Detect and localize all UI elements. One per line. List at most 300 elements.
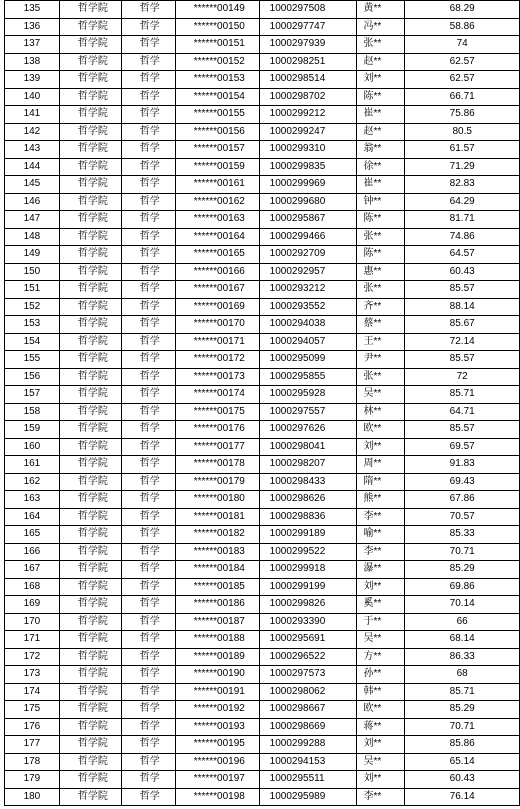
student-id-cell: ******00198 bbox=[175, 788, 259, 806]
table-row bbox=[5, 613, 520, 631]
student-id-cell: ******00176 bbox=[175, 421, 259, 439]
major-cell: 哲学 bbox=[121, 211, 175, 229]
major-cell: 哲学 bbox=[121, 456, 175, 474]
registration-number-cell: 1000296522 bbox=[259, 648, 357, 666]
registration-number-cell: 1000299189 bbox=[259, 526, 357, 544]
table-row bbox=[5, 281, 520, 299]
score-cell: 85.57 bbox=[405, 351, 520, 369]
major-cell: 哲学 bbox=[121, 333, 175, 351]
table-row bbox=[5, 71, 520, 89]
name-cell: 蒋** bbox=[357, 718, 405, 736]
major-cell: 哲学 bbox=[121, 316, 175, 334]
registration-number-cell: 1000298251 bbox=[259, 53, 357, 71]
rank-cell: 170 bbox=[5, 613, 60, 631]
rank-cell: 152 bbox=[5, 298, 60, 316]
name-cell: 李** bbox=[357, 508, 405, 526]
registration-number-cell: 1000299969 bbox=[259, 176, 357, 194]
major-cell: 哲学 bbox=[121, 578, 175, 596]
score-cell: 62.57 bbox=[405, 71, 520, 89]
student-id-cell: ******00175 bbox=[175, 403, 259, 421]
registration-number-cell: 1000299522 bbox=[259, 543, 357, 561]
student-id-cell: ******00170 bbox=[175, 316, 259, 334]
name-cell: 陈** bbox=[357, 211, 405, 229]
score-cell: 64.29 bbox=[405, 193, 520, 211]
student-id-cell: ******00153 bbox=[175, 71, 259, 89]
major-cell: 哲学 bbox=[121, 473, 175, 491]
table-row bbox=[5, 543, 520, 561]
score-cell: 66 bbox=[405, 613, 520, 631]
rank-cell: 144 bbox=[5, 158, 60, 176]
rank-cell: 137 bbox=[5, 36, 60, 54]
registration-number-cell: 1000298062 bbox=[259, 683, 357, 701]
table-row bbox=[5, 351, 520, 369]
name-cell: 奚** bbox=[357, 596, 405, 614]
score-cell: 70.71 bbox=[405, 718, 520, 736]
college-cell: 哲学院 bbox=[59, 123, 121, 141]
student-id-cell: ******00165 bbox=[175, 246, 259, 264]
rank-cell: 153 bbox=[5, 316, 60, 334]
name-cell: 赵** bbox=[357, 123, 405, 141]
college-cell: 哲学院 bbox=[59, 176, 121, 194]
table-row bbox=[5, 53, 520, 71]
table-row bbox=[5, 736, 520, 754]
rank-cell: 145 bbox=[5, 176, 60, 194]
college-cell: 哲学院 bbox=[59, 718, 121, 736]
rank-cell: 178 bbox=[5, 753, 60, 771]
major-cell: 哲学 bbox=[121, 298, 175, 316]
rank-cell: 162 bbox=[5, 473, 60, 491]
table-row bbox=[5, 421, 520, 439]
table-row bbox=[5, 246, 520, 264]
name-cell: 张** bbox=[357, 281, 405, 299]
student-id-cell: ******00151 bbox=[175, 36, 259, 54]
registration-number-cell: 1000298207 bbox=[259, 456, 357, 474]
college-cell: 哲学院 bbox=[59, 473, 121, 491]
major-cell: 哲学 bbox=[121, 176, 175, 194]
name-cell: 冯** bbox=[357, 18, 405, 36]
student-id-cell: ******00185 bbox=[175, 578, 259, 596]
college-cell: 哲学院 bbox=[59, 421, 121, 439]
table-row bbox=[5, 18, 520, 36]
major-cell: 哲学 bbox=[121, 88, 175, 106]
college-cell: 哲学院 bbox=[59, 683, 121, 701]
score-table bbox=[4, 0, 520, 806]
score-cell: 70.71 bbox=[405, 543, 520, 561]
major-cell: 哲学 bbox=[121, 36, 175, 54]
college-cell: 哲学院 bbox=[59, 1, 121, 19]
registration-number-cell: 1000295511 bbox=[259, 771, 357, 789]
name-cell: 熊** bbox=[357, 491, 405, 509]
rank-cell: 139 bbox=[5, 71, 60, 89]
score-cell: 71.29 bbox=[405, 158, 520, 176]
student-id-cell: ******00190 bbox=[175, 666, 259, 684]
major-cell: 哲学 bbox=[121, 386, 175, 404]
major-cell: 哲学 bbox=[121, 438, 175, 456]
table-row bbox=[5, 263, 520, 281]
major-cell: 哲学 bbox=[121, 421, 175, 439]
major-cell: 哲学 bbox=[121, 246, 175, 264]
college-cell: 哲学院 bbox=[59, 263, 121, 281]
registration-number-cell: 1000293390 bbox=[259, 613, 357, 631]
rank-cell: 164 bbox=[5, 508, 60, 526]
score-cell: 72 bbox=[405, 368, 520, 386]
name-cell: 瀑** bbox=[357, 561, 405, 579]
rank-cell: 149 bbox=[5, 246, 60, 264]
score-cell: 69.57 bbox=[405, 438, 520, 456]
name-cell: 张** bbox=[357, 368, 405, 386]
rank-cell: 141 bbox=[5, 106, 60, 124]
college-cell: 哲学院 bbox=[59, 648, 121, 666]
name-cell: 徐** bbox=[357, 158, 405, 176]
registration-number-cell: 1000298514 bbox=[259, 71, 357, 89]
major-cell: 哲学 bbox=[121, 281, 175, 299]
rank-cell: 155 bbox=[5, 351, 60, 369]
student-id-cell: ******00162 bbox=[175, 193, 259, 211]
rank-cell: 148 bbox=[5, 228, 60, 246]
college-cell: 哲学院 bbox=[59, 281, 121, 299]
name-cell: 欧** bbox=[357, 701, 405, 719]
major-cell: 哲学 bbox=[121, 753, 175, 771]
rank-cell: 173 bbox=[5, 666, 60, 684]
student-id-cell: ******00181 bbox=[175, 508, 259, 526]
table-row bbox=[5, 561, 520, 579]
college-cell: 哲学院 bbox=[59, 491, 121, 509]
table-row bbox=[5, 368, 520, 386]
table-row bbox=[5, 771, 520, 789]
major-cell: 哲学 bbox=[121, 788, 175, 806]
score-cell: 68.29 bbox=[405, 1, 520, 19]
score-cell: 85.86 bbox=[405, 736, 520, 754]
table-row bbox=[5, 718, 520, 736]
table-row bbox=[5, 456, 520, 474]
registration-number-cell: 1000295099 bbox=[259, 351, 357, 369]
rank-cell: 171 bbox=[5, 631, 60, 649]
score-cell: 74.86 bbox=[405, 228, 520, 246]
table-row bbox=[5, 123, 520, 141]
student-id-cell: ******00164 bbox=[175, 228, 259, 246]
major-cell: 哲学 bbox=[121, 491, 175, 509]
college-cell: 哲学院 bbox=[59, 36, 121, 54]
rank-cell: 156 bbox=[5, 368, 60, 386]
score-cell: 72.14 bbox=[405, 333, 520, 351]
college-cell: 哲学院 bbox=[59, 631, 121, 649]
college-cell: 哲学院 bbox=[59, 141, 121, 159]
rank-cell: 176 bbox=[5, 718, 60, 736]
table-row bbox=[5, 473, 520, 491]
college-cell: 哲学院 bbox=[59, 158, 121, 176]
name-cell: 刘** bbox=[357, 71, 405, 89]
name-cell: 韩** bbox=[357, 683, 405, 701]
college-cell: 哲学院 bbox=[59, 246, 121, 264]
rank-cell: 174 bbox=[5, 683, 60, 701]
college-cell: 哲学院 bbox=[59, 228, 121, 246]
registration-number-cell: 1000298669 bbox=[259, 718, 357, 736]
college-cell: 哲学院 bbox=[59, 456, 121, 474]
score-cell: 65.14 bbox=[405, 753, 520, 771]
major-cell: 哲学 bbox=[121, 683, 175, 701]
score-cell: 76.14 bbox=[405, 788, 520, 806]
name-cell: 惠** bbox=[357, 263, 405, 281]
name-cell: 钟** bbox=[357, 193, 405, 211]
score-cell: 85.71 bbox=[405, 683, 520, 701]
student-id-cell: ******00149 bbox=[175, 1, 259, 19]
registration-number-cell: 1000297747 bbox=[259, 18, 357, 36]
score-cell: 74 bbox=[405, 36, 520, 54]
name-cell: 方** bbox=[357, 648, 405, 666]
registration-number-cell: 1000299310 bbox=[259, 141, 357, 159]
name-cell: 刘** bbox=[357, 438, 405, 456]
student-id-cell: ******00182 bbox=[175, 526, 259, 544]
name-cell: 陈** bbox=[357, 246, 405, 264]
score-cell: 91.83 bbox=[405, 456, 520, 474]
rank-cell: 140 bbox=[5, 88, 60, 106]
major-cell: 哲学 bbox=[121, 106, 175, 124]
name-cell: 李** bbox=[357, 543, 405, 561]
registration-number-cell: 1000298836 bbox=[259, 508, 357, 526]
rank-cell: 167 bbox=[5, 561, 60, 579]
major-cell: 哲学 bbox=[121, 228, 175, 246]
registration-number-cell: 1000295855 bbox=[259, 368, 357, 386]
table-row bbox=[5, 701, 520, 719]
name-cell: 王** bbox=[357, 333, 405, 351]
major-cell: 哲学 bbox=[121, 631, 175, 649]
score-cell: 85.71 bbox=[405, 386, 520, 404]
name-cell: 喻** bbox=[357, 526, 405, 544]
student-id-cell: ******00154 bbox=[175, 88, 259, 106]
rank-cell: 136 bbox=[5, 18, 60, 36]
score-cell: 69.86 bbox=[405, 578, 520, 596]
score-cell: 82.83 bbox=[405, 176, 520, 194]
rank-cell: 177 bbox=[5, 736, 60, 754]
table-row bbox=[5, 298, 520, 316]
name-cell: 欧** bbox=[357, 421, 405, 439]
score-cell: 75.86 bbox=[405, 106, 520, 124]
table-row bbox=[5, 403, 520, 421]
rank-cell: 158 bbox=[5, 403, 60, 421]
score-cell: 86.33 bbox=[405, 648, 520, 666]
score-cell: 81.71 bbox=[405, 211, 520, 229]
name-cell: 林** bbox=[357, 403, 405, 421]
registration-number-cell: 1000295691 bbox=[259, 631, 357, 649]
college-cell: 哲学院 bbox=[59, 368, 121, 386]
rank-cell: 138 bbox=[5, 53, 60, 71]
table-body bbox=[5, 1, 520, 806]
name-cell: 翁** bbox=[357, 141, 405, 159]
college-cell: 哲学院 bbox=[59, 771, 121, 789]
table-row bbox=[5, 211, 520, 229]
major-cell: 哲学 bbox=[121, 351, 175, 369]
college-cell: 哲学院 bbox=[59, 18, 121, 36]
registration-number-cell: 1000294038 bbox=[259, 316, 357, 334]
student-id-cell: ******00195 bbox=[175, 736, 259, 754]
score-cell: 58.86 bbox=[405, 18, 520, 36]
name-cell: 赵** bbox=[357, 53, 405, 71]
name-cell: 刘** bbox=[357, 736, 405, 754]
rank-cell: 146 bbox=[5, 193, 60, 211]
college-cell: 哲学院 bbox=[59, 193, 121, 211]
college-cell: 哲学院 bbox=[59, 351, 121, 369]
rank-cell: 161 bbox=[5, 456, 60, 474]
table-row bbox=[5, 228, 520, 246]
score-cell: 60.43 bbox=[405, 263, 520, 281]
student-id-cell: ******00174 bbox=[175, 386, 259, 404]
score-cell: 68.14 bbox=[405, 631, 520, 649]
college-cell: 哲学院 bbox=[59, 753, 121, 771]
major-cell: 哲学 bbox=[121, 526, 175, 544]
name-cell: 周** bbox=[357, 456, 405, 474]
college-cell: 哲学院 bbox=[59, 736, 121, 754]
registration-number-cell: 1000297508 bbox=[259, 1, 357, 19]
table-row bbox=[5, 316, 520, 334]
major-cell: 哲学 bbox=[121, 193, 175, 211]
student-id-cell: ******00169 bbox=[175, 298, 259, 316]
rank-cell: 166 bbox=[5, 543, 60, 561]
registration-number-cell: 1000297573 bbox=[259, 666, 357, 684]
major-cell: 哲学 bbox=[121, 53, 175, 71]
student-id-cell: ******00179 bbox=[175, 473, 259, 491]
table-row bbox=[5, 596, 520, 614]
table-row bbox=[5, 438, 520, 456]
score-cell: 85.57 bbox=[405, 421, 520, 439]
student-id-cell: ******00173 bbox=[175, 368, 259, 386]
major-cell: 哲学 bbox=[121, 648, 175, 666]
name-cell: 陈** bbox=[357, 88, 405, 106]
student-id-cell: ******00197 bbox=[175, 771, 259, 789]
major-cell: 哲学 bbox=[121, 613, 175, 631]
name-cell: 吴** bbox=[357, 753, 405, 771]
table-row bbox=[5, 491, 520, 509]
registration-number-cell: 1000292709 bbox=[259, 246, 357, 264]
table-row bbox=[5, 648, 520, 666]
major-cell: 哲学 bbox=[121, 18, 175, 36]
rank-cell: 165 bbox=[5, 526, 60, 544]
college-cell: 哲学院 bbox=[59, 561, 121, 579]
student-id-cell: ******00184 bbox=[175, 561, 259, 579]
college-cell: 哲学院 bbox=[59, 508, 121, 526]
name-cell: 齐** bbox=[357, 298, 405, 316]
name-cell: 隋** bbox=[357, 473, 405, 491]
registration-number-cell: 1000299199 bbox=[259, 578, 357, 596]
student-id-cell: ******00191 bbox=[175, 683, 259, 701]
college-cell: 哲学院 bbox=[59, 53, 121, 71]
table-row bbox=[5, 508, 520, 526]
registration-number-cell: 1000297626 bbox=[259, 421, 357, 439]
score-cell: 85.57 bbox=[405, 281, 520, 299]
rank-cell: 135 bbox=[5, 1, 60, 19]
registration-number-cell: 1000298702 bbox=[259, 88, 357, 106]
table-row bbox=[5, 333, 520, 351]
rank-cell: 143 bbox=[5, 141, 60, 159]
name-cell: 刘** bbox=[357, 578, 405, 596]
major-cell: 哲学 bbox=[121, 718, 175, 736]
college-cell: 哲学院 bbox=[59, 438, 121, 456]
rank-cell: 142 bbox=[5, 123, 60, 141]
registration-number-cell: 1000297557 bbox=[259, 403, 357, 421]
major-cell: 哲学 bbox=[121, 596, 175, 614]
name-cell: 张** bbox=[357, 228, 405, 246]
major-cell: 哲学 bbox=[121, 141, 175, 159]
score-cell: 85.29 bbox=[405, 561, 520, 579]
college-cell: 哲学院 bbox=[59, 543, 121, 561]
table-row bbox=[5, 36, 520, 54]
registration-number-cell: 1000298667 bbox=[259, 701, 357, 719]
student-id-cell: ******00156 bbox=[175, 123, 259, 141]
student-id-cell: ******00192 bbox=[175, 701, 259, 719]
college-cell: 哲学院 bbox=[59, 526, 121, 544]
student-id-cell: ******00163 bbox=[175, 211, 259, 229]
major-cell: 哲学 bbox=[121, 123, 175, 141]
student-id-cell: ******00171 bbox=[175, 333, 259, 351]
college-cell: 哲学院 bbox=[59, 71, 121, 89]
major-cell: 哲学 bbox=[121, 508, 175, 526]
student-id-cell: ******00196 bbox=[175, 753, 259, 771]
major-cell: 哲学 bbox=[121, 561, 175, 579]
score-cell: 61.57 bbox=[405, 141, 520, 159]
table-row bbox=[5, 683, 520, 701]
rank-cell: 147 bbox=[5, 211, 60, 229]
student-id-cell: ******00159 bbox=[175, 158, 259, 176]
student-id-cell: ******00180 bbox=[175, 491, 259, 509]
registration-number-cell: 1000293212 bbox=[259, 281, 357, 299]
registration-number-cell: 1000299247 bbox=[259, 123, 357, 141]
table-row bbox=[5, 158, 520, 176]
rank-cell: 180 bbox=[5, 788, 60, 806]
table-row bbox=[5, 141, 520, 159]
student-id-cell: ******00186 bbox=[175, 596, 259, 614]
registration-number-cell: 1000299680 bbox=[259, 193, 357, 211]
student-id-cell: ******00188 bbox=[175, 631, 259, 649]
name-cell: 崔** bbox=[357, 106, 405, 124]
table-row bbox=[5, 106, 520, 124]
name-cell: 吴** bbox=[357, 631, 405, 649]
student-id-cell: ******00189 bbox=[175, 648, 259, 666]
table-row bbox=[5, 386, 520, 404]
student-id-cell: ******00178 bbox=[175, 456, 259, 474]
score-cell: 85.29 bbox=[405, 701, 520, 719]
major-cell: 哲学 bbox=[121, 71, 175, 89]
major-cell: 哲学 bbox=[121, 736, 175, 754]
major-cell: 哲学 bbox=[121, 771, 175, 789]
score-cell: 68 bbox=[405, 666, 520, 684]
table-row bbox=[5, 753, 520, 771]
registration-number-cell: 1000299288 bbox=[259, 736, 357, 754]
rank-cell: 163 bbox=[5, 491, 60, 509]
rank-cell: 150 bbox=[5, 263, 60, 281]
name-cell: 孙** bbox=[357, 666, 405, 684]
major-cell: 哲学 bbox=[121, 368, 175, 386]
name-cell: 蔡** bbox=[357, 316, 405, 334]
student-id-cell: ******00187 bbox=[175, 613, 259, 631]
table-row bbox=[5, 176, 520, 194]
table-row bbox=[5, 631, 520, 649]
name-cell: 崔** bbox=[357, 176, 405, 194]
college-cell: 哲学院 bbox=[59, 701, 121, 719]
registration-number-cell: 1000293552 bbox=[259, 298, 357, 316]
major-cell: 哲学 bbox=[121, 666, 175, 684]
registration-number-cell: 1000294057 bbox=[259, 333, 357, 351]
name-cell: 刘** bbox=[357, 771, 405, 789]
table-row bbox=[5, 88, 520, 106]
score-cell: 70.14 bbox=[405, 596, 520, 614]
score-cell: 80.5 bbox=[405, 123, 520, 141]
registration-number-cell: 1000299212 bbox=[259, 106, 357, 124]
score-cell: 60.43 bbox=[405, 771, 520, 789]
major-cell: 哲学 bbox=[121, 263, 175, 281]
registration-number-cell: 1000294153 bbox=[259, 753, 357, 771]
rank-cell: 160 bbox=[5, 438, 60, 456]
table-row bbox=[5, 1, 520, 19]
student-id-cell: ******00161 bbox=[175, 176, 259, 194]
